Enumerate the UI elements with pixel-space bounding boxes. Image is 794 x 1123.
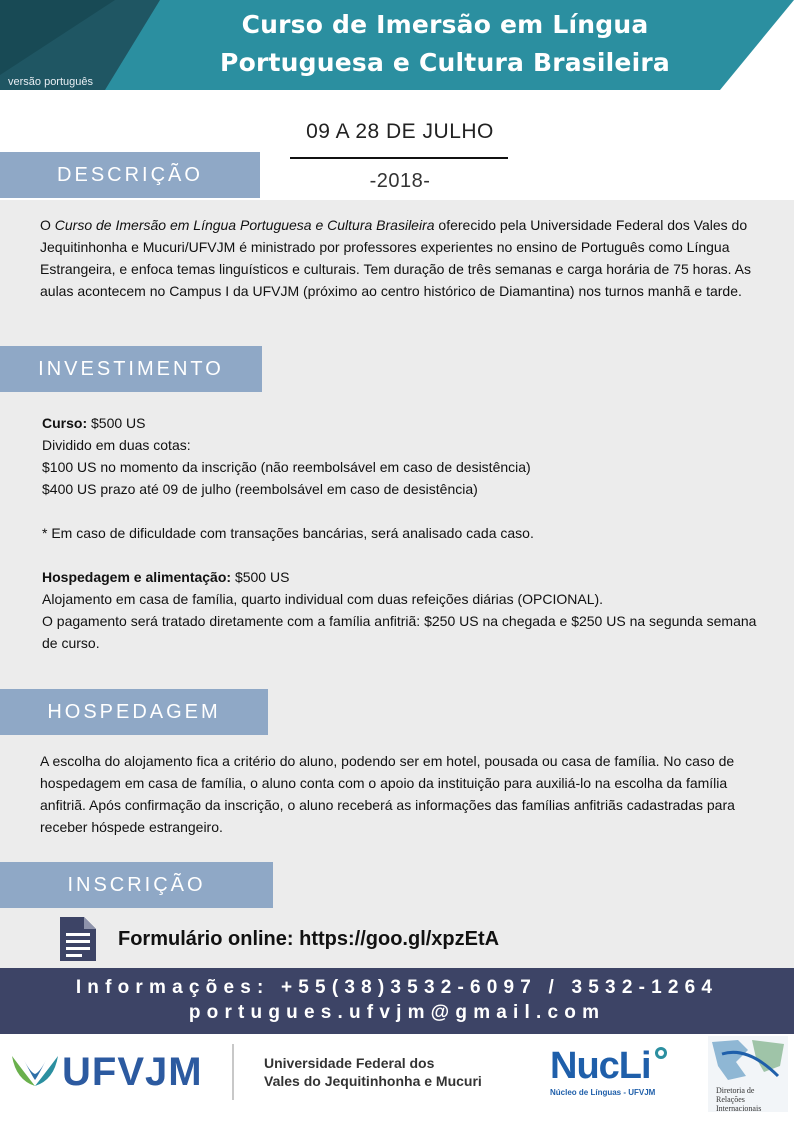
cotas-line: Dividido em duas cotas: [42,437,191,453]
date-divider [290,157,508,159]
section-heading-descricao [0,152,260,198]
nucli-logo-text: NucLi [550,1045,651,1087]
section-heading-inscricao [0,862,273,908]
year-label: -2018- [369,170,431,192]
dri-line3: Internacionais [716,1104,762,1112]
form-link[interactable]: Formulário online: https://goo.gl/xpzEtA [118,928,500,950]
contact-phone: Informações: +55(38)3532-6097 / 3532-1264 [75,977,719,998]
hospedagem-text: A escolha do alojamento fica a critério do aluno, podendo ser em hotel, pousada ou casa de família. No caso de hospedagem em casa de família, o aluno conta com o apoio da instituição para auxiliá-lo na escolha da família anfitriã. Após confirmação da inscrição, o aluno receberá as informações das famílias anfitriãs cadastradas para receber hóspede estrangeiro. [40,753,735,835]
course-title-line1: Curso de Imersão em Língua [241,10,649,39]
hospedagem-price: Hospedagem e alimentação: $500 US [42,569,290,585]
contact-bar [0,968,794,1034]
cota-2-line: $400 US prazo até 09 de julho (reembolsável em caso de desistência) [42,481,478,497]
nucli-logo [550,1044,668,1106]
contact-email[interactable]: portugues.ufvjm@gmail.com [188,1002,606,1023]
section-heading-investimento [0,346,262,392]
section-heading-label: INVESTIMENTO [38,357,224,380]
date-range: 09 A 28 DE JULHO [306,120,494,143]
investimento-text [42,412,772,654]
globe-icon [654,1046,668,1060]
section-heading-hospedagem [0,689,268,735]
logo-divider [232,1044,234,1100]
university-name [264,1054,482,1090]
section-heading-label: INSCRIÇÃO [67,873,206,896]
document-icon [60,917,96,961]
university-name-line1: Universidade Federal dos [264,1055,435,1071]
course-title-line2: Portuguesa e Cultura Brasileira [220,48,670,77]
dri-line1: Diretoria de [716,1086,755,1095]
alojamento-line: Alojamento em casa de família, quarto individual com duas refeições diárias (OPCIONAL). [42,591,604,607]
dri-logo [708,1036,788,1112]
dri-line2: Relações [716,1095,745,1104]
ufvjm-logo-text: UFVJM [62,1050,203,1094]
course-title [200,6,690,82]
bank-note: * Em caso de dificuldade com transações bancárias, será analisado cada caso. [42,525,534,541]
nucli-subtitle: Núcleo de Línguas - UFVJM [550,1088,656,1097]
ufvjm-logo-icon [10,1050,60,1090]
section-heading-label: HOSPEDAGEM [47,700,221,723]
cota-1-line: $100 US no momento da inscrição (não reembolsável em caso de desistência) [42,459,531,475]
university-name-line2: Vales do Jequitinhonha e Mucuri [264,1073,482,1089]
pagamento-line: O pagamento será tratado diretamente com a família anfitriã: $250 US na chegada e $250 US na segunda semana de curso. [42,613,757,651]
section-heading-label: DESCRIÇÃO [57,163,203,186]
version-label: versão português [8,76,93,88]
curso-price: Curso: $500 US [42,415,146,431]
descricao-text: O Curso de Imersão em Língua Portuguesa e Cultura Brasileira oferecido pela Universidade Federal dos Vales do Jequitinhonha e Mucuri/UFVJM é ministrado por professores experientes no ensino de Português como Língua Estrangeira, e enfoca temas linguísticos e culturais. Tem duração de três semanas e carga horária de 75 horas. As aulas acontecem no Campus I da UFVJM (próximo ao centro histórico de Diamantina) nos turnos manhã e tarde. [40,217,752,299]
dri-text [716,1086,761,1112]
world-map-icon [708,1036,788,1086]
